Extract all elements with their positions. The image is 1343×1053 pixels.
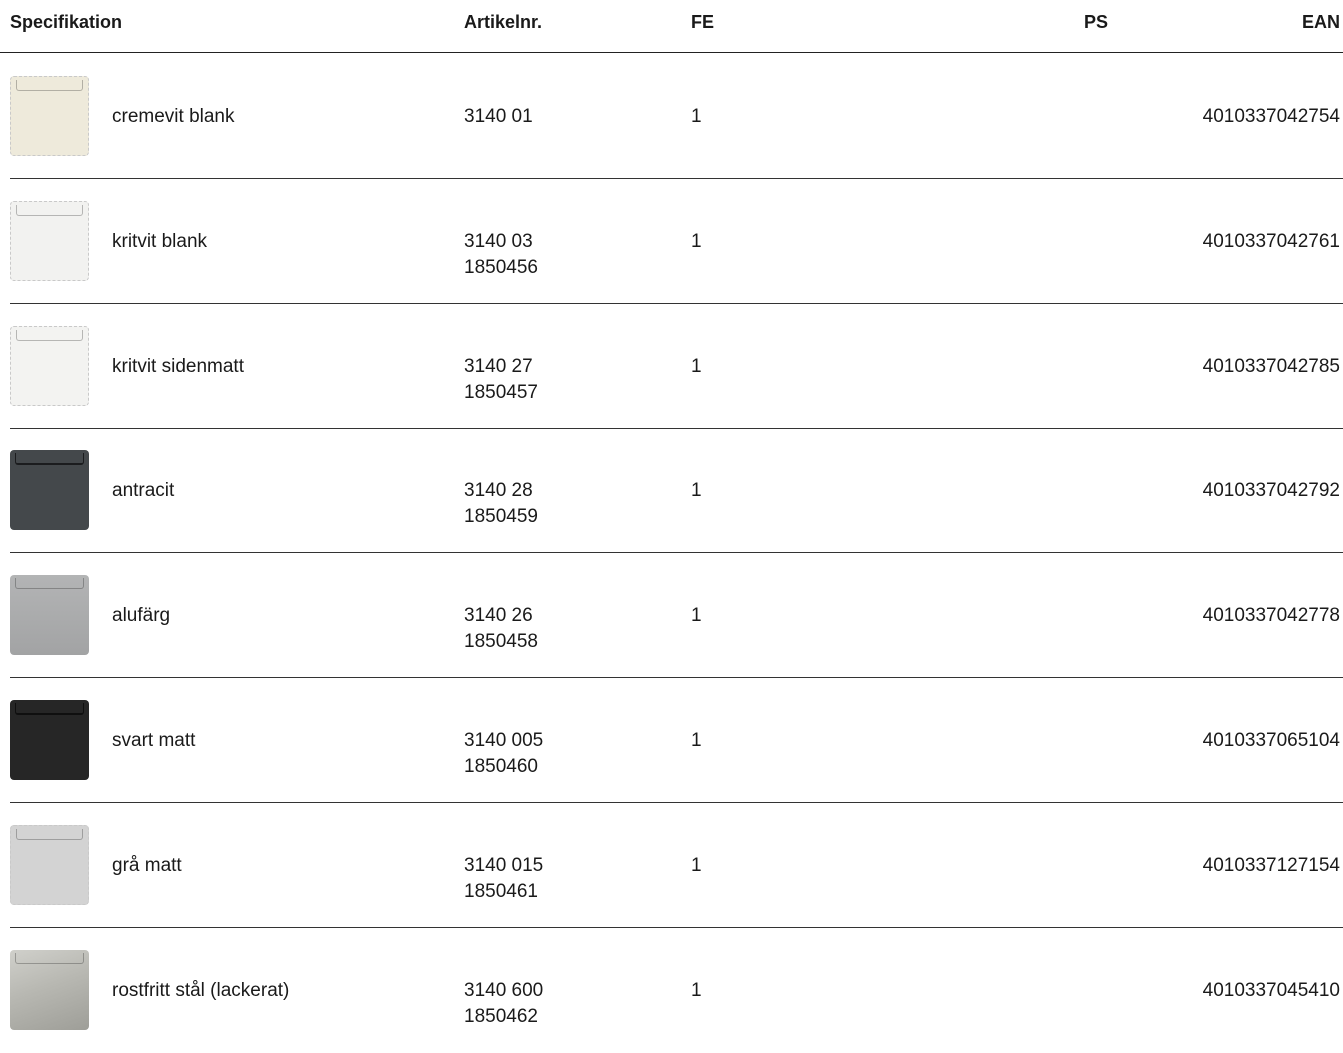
article-number-secondary: 1850457 [464, 381, 538, 403]
table-row [0, 803, 1343, 928]
cell-ean: 4010337042792 [1202, 480, 1340, 502]
cell-fe: 1 [691, 605, 702, 627]
product-color-swatch [10, 700, 89, 780]
cell-ean: 4010337042754 [1202, 106, 1340, 127]
article-number-secondary: 1850456 [464, 256, 538, 278]
product-color-swatch [10, 450, 89, 530]
table-row [0, 428, 1343, 553]
cell-article-number [464, 853, 543, 905]
table-row [0, 553, 1343, 678]
table-row [0, 304, 1343, 429]
cell-specification: antracit [112, 480, 175, 502]
card-slot-icon [16, 330, 83, 341]
product-color-swatch [10, 575, 89, 655]
product-color-swatch [10, 76, 89, 156]
cell-article-number [464, 104, 533, 130]
cell-fe: 1 [691, 730, 702, 751]
card-slot-icon [15, 453, 84, 465]
article-number-primary: 3140 27 [464, 355, 533, 377]
cell-specification: svart matt [112, 730, 196, 751]
article-number-secondary: 1850458 [464, 631, 538, 653]
cell-specification: cremevit blank [112, 106, 235, 127]
article-number-primary: 3140 28 [464, 480, 533, 502]
table-row [0, 928, 1343, 1053]
cell-article-number [464, 229, 538, 281]
article-number-secondary: 1850462 [464, 1005, 538, 1027]
article-number-secondary: 1850461 [464, 880, 538, 902]
cell-fe: 1 [691, 854, 702, 876]
cell-ean: 4010337045410 [1202, 979, 1340, 1001]
cell-fe: 1 [691, 480, 702, 502]
cell-specification: kritvit sidenmatt [112, 355, 244, 377]
cell-specification: alufärg [112, 605, 171, 627]
product-color-swatch [10, 950, 89, 1030]
cell-fe: 1 [691, 106, 702, 127]
article-number-primary: 3140 600 [464, 979, 544, 1001]
article-number-primary: 3140 03 [464, 230, 533, 252]
product-color-swatch [10, 326, 89, 406]
card-slot-icon [15, 953, 84, 964]
cell-ean: 4010337042785 [1202, 355, 1340, 377]
cell-ean: 4010337065104 [1202, 730, 1340, 751]
table-header [0, 0, 1343, 53]
cell-fe: 1 [691, 230, 702, 252]
cell-ean: 4010337127154 [1202, 854, 1340, 876]
cell-article-number [464, 728, 543, 780]
cell-article-number [464, 478, 538, 530]
header-ean: EAN [1301, 12, 1340, 32]
header-fe: FE [691, 12, 715, 32]
card-slot-icon [16, 80, 83, 91]
cell-article-number [464, 354, 538, 406]
cell-specification: kritvit blank [112, 230, 208, 252]
article-number-primary: 3140 015 [464, 854, 544, 876]
cell-article-number [464, 603, 538, 655]
card-slot-icon [15, 578, 84, 589]
product-color-swatch [10, 201, 89, 281]
cell-specification: rostfritt stål (lackerat) [112, 979, 290, 1001]
card-slot-icon [15, 703, 84, 715]
cell-article-number [464, 978, 543, 1030]
table-row [0, 179, 1343, 304]
cell-ean: 4010337042778 [1202, 605, 1340, 627]
cell-ean: 4010337042761 [1202, 230, 1340, 252]
header-ps: PS [1084, 12, 1109, 32]
header-specification: Specifikation [10, 12, 123, 32]
product-color-swatch [10, 825, 89, 905]
article-number-primary: 3140 005 [464, 730, 544, 751]
article-number-primary: 3140 01 [464, 106, 533, 127]
card-slot-icon [16, 205, 83, 216]
article-number-secondary: 1850459 [464, 506, 538, 528]
table-row [0, 54, 1343, 179]
article-number-primary: 3140 26 [464, 605, 533, 627]
cell-specification: grå matt [112, 854, 182, 876]
cell-fe: 1 [691, 979, 702, 1001]
cell-fe: 1 [691, 355, 702, 377]
card-slot-icon [16, 829, 83, 840]
article-number-secondary: 1850460 [464, 756, 538, 777]
table-row [0, 678, 1343, 803]
header-article-number: Artikelnr. [464, 12, 543, 32]
